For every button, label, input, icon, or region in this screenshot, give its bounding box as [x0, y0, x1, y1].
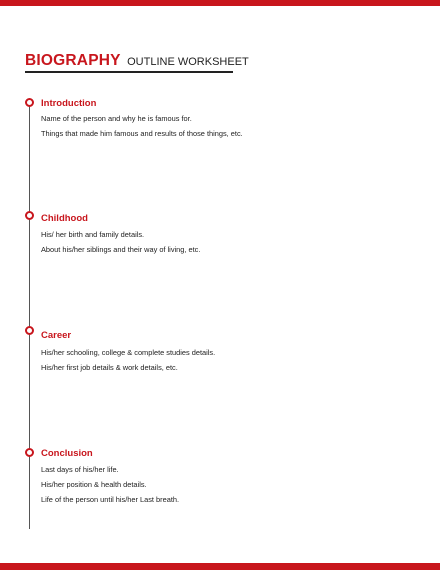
section-line: Things that made him famous and results of those things, etc.	[41, 129, 243, 138]
section-line: About his/her siblings and their way of living, etc.	[41, 245, 201, 254]
section-heading: Career	[41, 330, 72, 341]
timeline-dot-icon	[25, 98, 34, 107]
title-underline	[25, 71, 233, 73]
title-rest: OUTLINE WORKSHEET	[127, 56, 249, 68]
section-heading: Introduction	[41, 98, 97, 109]
section-line: His/her position & health details.	[41, 480, 147, 489]
section-line: Life of the person until his/her Last breath.	[41, 495, 180, 504]
title-highlight: BIOGRAPHY	[25, 52, 121, 69]
bottom-accent-bar	[0, 563, 440, 570]
section-line: Last days of his/her life.	[41, 465, 119, 474]
top-accent-bar	[0, 0, 440, 6]
section-line: His/ her birth and family details.	[41, 230, 145, 239]
timeline-dot-icon	[25, 448, 34, 457]
timeline-line	[29, 104, 30, 529]
timeline-dot-icon	[25, 326, 34, 335]
section-line: His/her first job details & work details, etc.	[41, 363, 178, 372]
section-line: His/her schooling, college & complete studies details.	[41, 348, 216, 357]
section-line: Name of the person and why he is famous for.	[41, 114, 192, 123]
section-heading: Childhood	[41, 213, 88, 224]
timeline-dot-icon	[25, 211, 34, 220]
section-heading: Conclusion	[41, 448, 93, 459]
page-title	[25, 53, 249, 69]
